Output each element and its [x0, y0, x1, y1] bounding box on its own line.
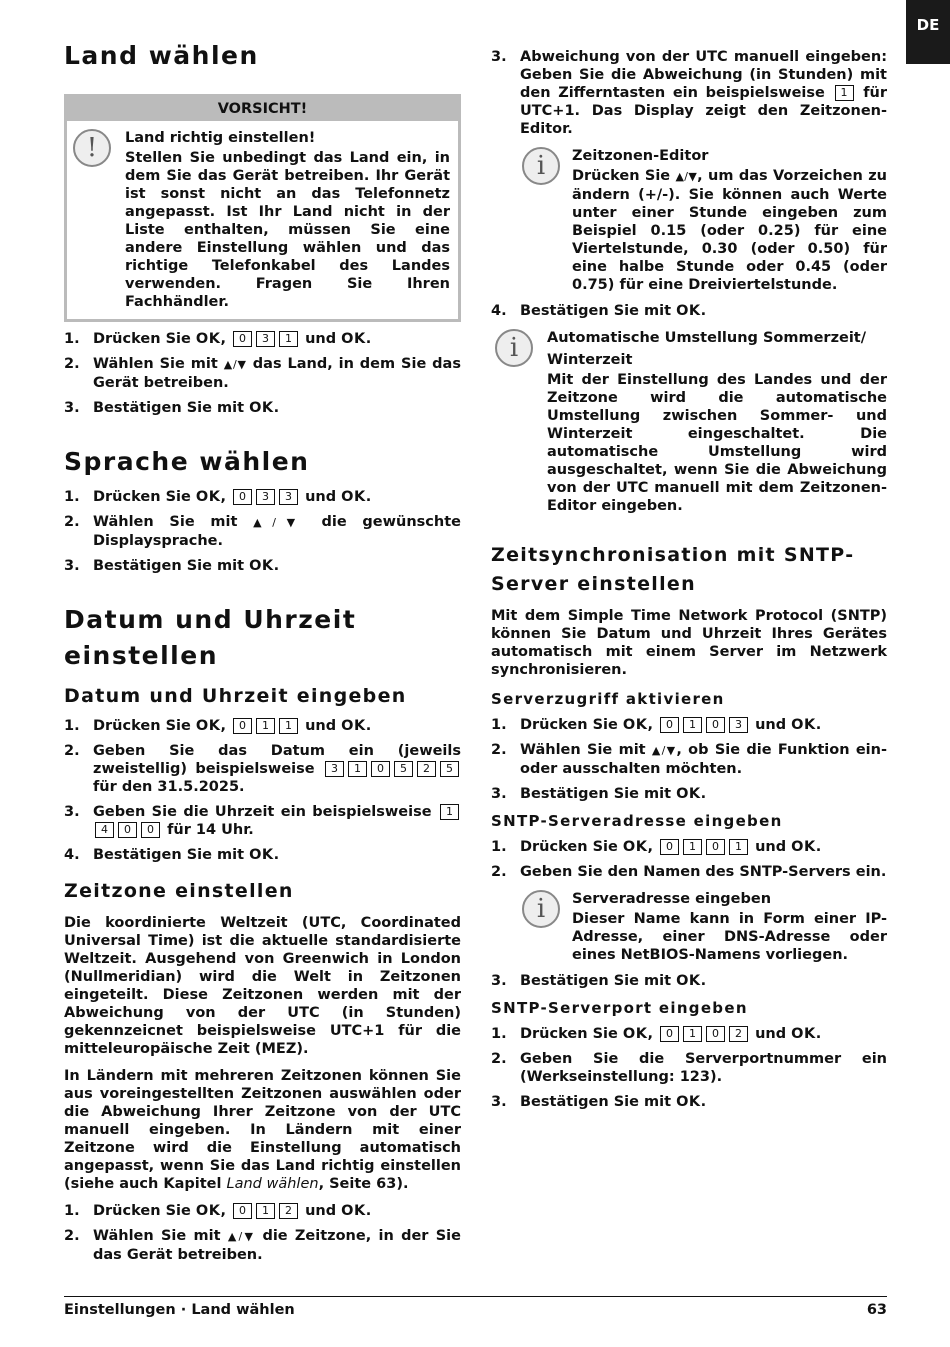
exclamation-icon: !: [73, 129, 111, 167]
list-item: 3. Abweichung von der UTC manuell eingeben: Geben Sie die Abweichung (in Stunden) mit den Zifferntasten ein beispielsweise 1 für UTC+1. Das Display zeigt den Zeitzonen-Editor.: [491, 49, 887, 137]
datum-steps: [64, 717, 461, 864]
up-down-arrow-icon: ▲/▼: [675, 170, 698, 183]
list-item: 2. Geben Sie den Namen des SNTP-Servers ein.: [491, 864, 887, 880]
warning-box: [64, 94, 461, 322]
serveradresse-steps: [491, 838, 887, 881]
list-item: 3. Geben Sie die Uhrzeit ein beispielsweise 14 0 0 für 14 Uhr.: [64, 803, 461, 839]
list-item: 1. Drücken Sie OK, 0 3 1 und OK.: [64, 331, 372, 347]
list-item: 2. Wählen Sie mit ▲/▼ die Zeitzone, in der Sie das Gerät betreiben.: [64, 1228, 461, 1263]
list-item: 3. Bestätigen Sie mit OK.: [491, 786, 707, 802]
list-item: 3. Bestätigen Sie mit OK.: [64, 558, 280, 574]
list-item: 1. Drücken Sie OK, 0 1 0 1 und OK.: [491, 839, 822, 855]
zeitzone-paragraph-1: Die koordinierte Weltzeit (UTC, Coordinated Universal Time) ist die aktuelle standardisierte Weltzeit. Ausgehend von Greenwich in London (Nullmeridian) wird die Welt in Zeitzonen eingeteilt. Diese Zeitzonen werden mit der Abweichung von der UTC (in Stunden) gekennzeicnet beispielsweise UTC+1 für die mitteleuropäische Zeit (MEZ).: [64, 915, 461, 1057]
tip-text: Drücken Sie ▲/▼, um das Vorzeichen zu ändern (+/-). Sie können auch Werte unter einer Stunde eingeben zum Beispiel 0.15 (oder 0.25) für eine Viertelstunde, 0.30 (oder 0.50) für eine halbe Stunde oder 0.45 (oder 0.75) für eine Dreiviertelstunde.: [572, 168, 887, 293]
list-item: 4. Bestätigen Sie mit OK.: [491, 303, 707, 319]
list-item: 2. Wählen Sie mit ▲/▼ die gewünschte Displaysprache.: [64, 514, 461, 549]
tip-sommerzeit: [491, 327, 887, 515]
footer-divider: [64, 1296, 887, 1297]
sprache-steps: [64, 488, 461, 575]
info-icon: i: [522, 890, 560, 928]
right-column: [491, 48, 887, 1118]
list-item: 1. Drücken Sie OK, 0 1 0 3 und OK.: [491, 717, 822, 733]
tip-title: Zeitzonen-Editor: [572, 148, 709, 164]
section-title-land: Land wählen: [64, 41, 259, 70]
up-down-arrow-icon: ▲/▼: [651, 744, 677, 757]
zeitzone-step-4: [491, 302, 887, 320]
list-item: 1. Drücken Sie OK, 0 1 0 2 und OK.: [491, 1026, 822, 1042]
language-tab: DE: [906, 0, 950, 64]
list-item: 1. Drücken Sie OK, 0 1 1 und OK.: [64, 718, 372, 734]
list-item: 1. Drücken Sie OK, 0 1 2 und OK.: [64, 1203, 372, 1219]
subsection-title-serverport: SNTP-Serverport eingeben: [491, 999, 748, 1017]
zeitzone-steps-continued: [491, 48, 887, 138]
left-column: [64, 38, 461, 1271]
warning-text: Stellen Sie unbedingt das Land ein, in dem Sie das Gerät betreiben. Ihr Gerät ist sonst nicht an das Telefonnetz angepasst. Ist Ihr Land nicht in der Liste enthalten, müssen Sie eine andere Einstellung wählen und das richtige Telefonkabel des Landes verwenden. Fragen Sie Ihren Fachhändler.: [125, 150, 450, 310]
warning-title: Land richtig einstellen!: [125, 130, 316, 146]
tip-text: Mit der Einstellung des Landes und der Zeitzone wird die automatische Umstellung zwischen Sommer- und Winterzeit eingeschaltet. Die automatische Umstellung wird ausgeschaltet, wenn Sie die Abweichung von der UTC manuell mit dem Zeitzonen-Editor eingeben.: [547, 372, 887, 514]
subsection-title-zeitzone: Zeitzone einstellen: [64, 880, 294, 902]
list-item: 3. Bestätigen Sie mit OK.: [491, 973, 707, 989]
serverzugriff-steps: [491, 716, 887, 803]
list-item: 2. Geben Sie die Serverportnummer ein (Werkseinstellung: 123).: [491, 1051, 887, 1085]
list-item: 2. Wählen Sie mit ▲/▼, ob Sie die Funktion ein- oder ausschalten möchten.: [491, 742, 887, 777]
subsection-title-serveradresse: SNTP-Serveradresse eingeben: [491, 812, 783, 830]
tip-title: Automatische Umstellung Sommerzeit/ Winterzeit: [547, 330, 867, 368]
land-steps: [64, 330, 461, 417]
section-title-sprache: Sprache wählen: [64, 447, 310, 476]
up-down-arrow-icon: ▲/▼: [223, 358, 247, 371]
subsection-title-serverzugriff: Serverzugriff aktivieren: [491, 690, 725, 708]
info-icon: i: [522, 147, 560, 185]
list-item: 1. Drücken Sie OK, 0 3 3 und OK.: [64, 489, 372, 505]
section-title-sntp: Zeitsynchronisation mit SNTP-Server einstellen: [491, 544, 855, 595]
serverport-steps: [491, 1025, 887, 1111]
tip-zeitzonen-editor: [520, 145, 887, 294]
list-item: 3. Bestätigen Sie mit OK.: [491, 1094, 707, 1110]
footer-breadcrumb: Einstellungen · Land wählen: [64, 1302, 295, 1318]
warning-header: VORSICHT!: [67, 97, 458, 121]
zeitzone-paragraph-2: In Ländern mit mehreren Zeitzonen können Sie aus voreingestellten Zeitzonen auswählen oder die Abweichung Ihrer Zeitzone von der UTC manuell eingeben. In Ländern mit einer Zeitzone wird die Einstellung automatisch angepasst, wenn Sie das Land richtig einstellen (siehe auch Kapitel Land wählen, Seite 63).: [64, 1068, 461, 1192]
tip-serveradresse: [520, 888, 887, 964]
list-item: 3. Bestätigen Sie mit OK.: [64, 400, 280, 416]
list-item: 4. Bestätigen Sie mit OK.: [64, 847, 280, 863]
info-icon: i: [495, 329, 533, 367]
tip-text: Dieser Name kann in Form einer IP-Adresse, einer DNS-Adresse oder eines NetBIOS-Namens vorliegen.: [572, 911, 887, 963]
page-number: 63: [866, 1302, 887, 1318]
list-item: 2. Geben Sie das Datum ein (jeweils zweistellig) beispielsweise 3 1 0 5 2 5 für den 31.5.2025.: [64, 743, 461, 795]
zeitzone-steps: [64, 1202, 461, 1264]
subsection-title-datum: Datum und Uhrzeit eingeben: [64, 685, 407, 707]
section-title-datum: Datum und Uhrzeit einstellen: [64, 605, 357, 670]
chapter-link[interactable]: Land wählen: [226, 1176, 319, 1192]
sntp-intro: Mit dem Simple Time Network Protocol (SNTP) können Sie Datum und Uhrzeit Ihres Gerätes automatisch mit einem Server im Netzwerk synchronisieren.: [491, 608, 887, 678]
tip-title: Serveradresse eingeben: [572, 891, 772, 907]
list-item: 2. Wählen Sie mit ▲/▼ das Land, in dem Sie das Gerät betreiben.: [64, 356, 461, 391]
up-down-arrow-icon: ▲/▼: [253, 516, 306, 529]
up-down-arrow-icon: ▲/▼: [227, 1230, 256, 1243]
serveradresse-step-3: [491, 972, 887, 990]
